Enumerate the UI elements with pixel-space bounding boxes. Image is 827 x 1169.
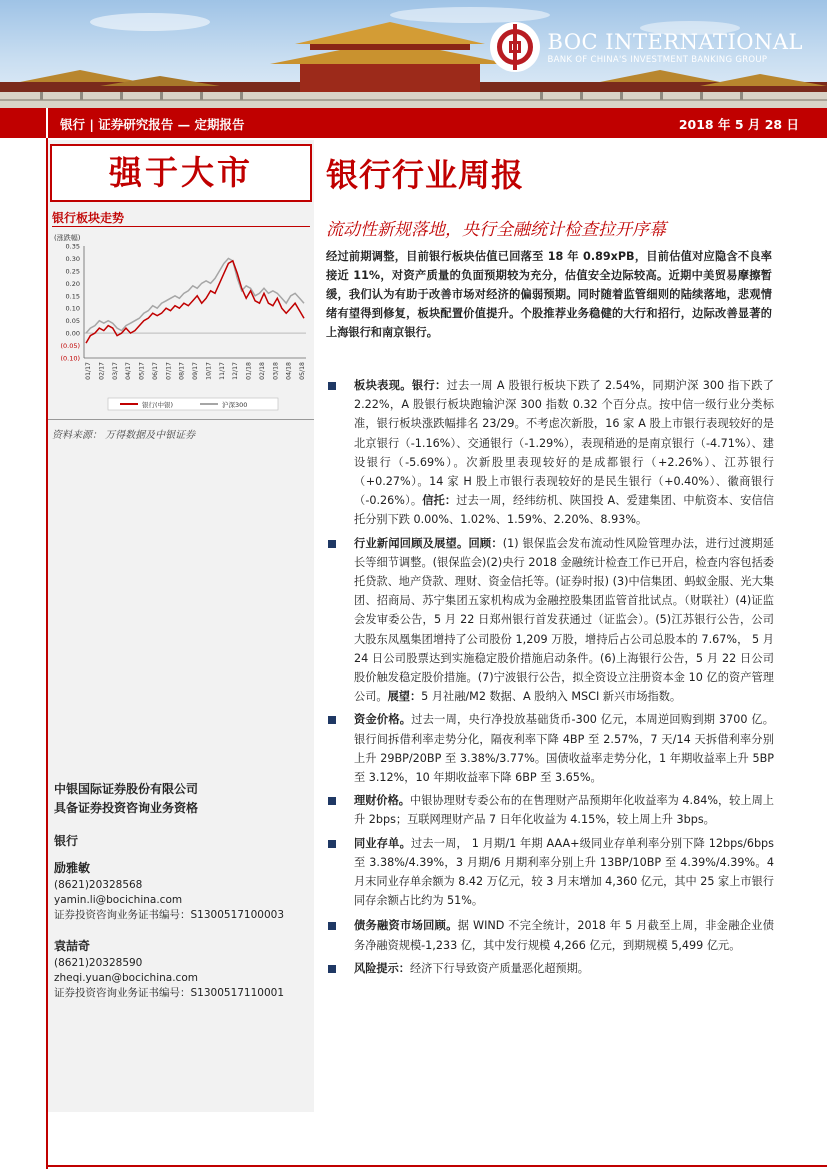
- analyst-1: [54, 858, 284, 923]
- x-tick-label: 04/17: [125, 362, 133, 380]
- square-bullet-icon: [328, 540, 336, 548]
- square-bullet-icon: [328, 382, 336, 390]
- x-tick-label: 02/17: [98, 362, 106, 380]
- x-tick-label: 08/17: [178, 362, 186, 380]
- square-bullet-icon: [328, 840, 336, 848]
- x-tick-label: 01/17: [85, 362, 92, 380]
- bullet-sector-performance: 板块表现。银行：过去一周 A 股银行板块下跌了 2.54%，同期沪深 300 指下跌了 2.22%，A 股银行板块跑输沪深 300 指数 0.32 个百分点。按中信一级行业分类标准，银行板块涨跌幅排名 23/29。不考虑次新股，16 家 A 股上市银行表现较好的是北京银行（-1.16%）、交通银行（-1.29%），表现稍逊的是南京银行（-4.71%）、建设银行（-5.69%）。次新股里表现较好的是成都银行（+2.26%）、江苏银行（+0.27%）。14 家 H 股上市银行表现较好的是民生银行（+0.40%）、徽商银行（-0.26%）。信托：过去一周，经纬纺机、陕国投 A、爱建集团、中航资本、安信信托分别下跌 0.00%、1.02%、1.59%、2.20%、8.93%。: [328, 376, 774, 530]
- chart-source: 资料来源： 万得数据及中银证券: [52, 430, 196, 441]
- x-tick-label: 09/17: [192, 362, 199, 380]
- report-title: 银行行业周报: [326, 156, 525, 194]
- analyst-email[interactable]: zheqi.yuan@bocichina.com: [54, 972, 198, 984]
- y-tick-label: 0.25: [65, 267, 80, 276]
- x-tick-label: 02/18: [258, 362, 266, 380]
- performance-chart: [48, 230, 314, 416]
- x-tick-label: 01/18: [245, 362, 253, 380]
- y-tick-label: 0.00: [65, 329, 80, 338]
- x-tick-label: 12/17: [232, 362, 240, 380]
- boc-logo-icon: [490, 22, 540, 72]
- square-bullet-icon: [328, 922, 336, 930]
- y-tick-label: 0.30: [65, 254, 80, 263]
- analyst-license: 证券投资咨询业务证书编号：S1300517100003: [54, 909, 285, 921]
- x-tick-label: 03/18: [272, 362, 280, 380]
- x-tick-label: 03/17: [111, 362, 119, 380]
- header-banner: [0, 0, 827, 108]
- y-tick-label: (0.10): [60, 354, 80, 363]
- x-tick-label: 10/17: [205, 362, 213, 380]
- sidebar: [48, 140, 314, 1112]
- bullet-debt-financing: 债务融资市场回顾。据 WIND 不完全统计，2018 年 5 月截至上周，非金融企业债务净融资规模-1,233 亿，其中发行规模 4,266 亿元，到期规模 5,499 亿元。: [328, 916, 774, 954]
- y-tick-label: 0.15: [65, 292, 80, 301]
- y-axis-label: (涨跌幅): [54, 234, 81, 242]
- boci-logo: [490, 22, 804, 72]
- performance-chart-svg: [48, 230, 314, 416]
- analyst-2: [54, 936, 284, 1001]
- company-info: [54, 780, 198, 818]
- analyst-phone: (8621)20328568: [54, 879, 143, 891]
- x-tick-label: 04/18: [285, 362, 293, 380]
- report-category: 银行 | 证券研究报告 — 定期报告: [60, 117, 245, 132]
- y-tick-label: (0.05): [60, 342, 80, 351]
- x-tick-label: 11/17: [218, 362, 226, 380]
- x-tick-label: 05/18: [299, 362, 306, 380]
- report-summary: 经过前期调整，目前银行板块估值已回落至 18 年 0.89xPB，目前估值对应隐含不良率接近 11%，对资产质量的负面预期较为充分，估值安全边际较高。近期中美贸易摩擦暂缓，我们认为有助于改善市场对经济的偏弱预期。同时随着监管细则的陆续落地，悲观情绪有望得到修复，板块配置价值提升。个股推荐业务稳健的大行和招行，边际改善显著的上海银行和南京银行。: [326, 250, 772, 339]
- legend-label: 银行(中银): [142, 401, 174, 409]
- x-tick-label: 06/17: [151, 362, 159, 380]
- bullet-risk: 风险提示：经济下行导致资产质量恶化超预期。: [328, 959, 774, 978]
- series-line-bank: [86, 261, 304, 343]
- report-subtitle: 流动性新规落地，央行全融统计检查拉开序幕: [326, 220, 666, 240]
- series-line-csi300: [86, 258, 304, 333]
- square-bullet-icon: [328, 797, 336, 805]
- rating-box: 强于大市: [50, 144, 312, 202]
- analyst-name: 励雅敏: [54, 861, 91, 875]
- bullet-wealth-management: 理财价格。中银协理财专委公布的在售理财产品预期年化收益率为 4.84%，较上周上升 2bps；互联网理财产品 7 日年化收益为 4.15%，较上周上升 3bps。: [328, 791, 774, 829]
- bullet-ncd: 同业存单。过去一周， 1 月期/1 年期 AAA+级同业存单利率分别下降 12bps/6bps 至 3.38%/4.39%，3 月期/6 月期利率分别上升 13BP/10BP 至 4.39%/4.39%。4 月末同业存单余额为 8.42 万亿元，较 3 月末增加 4,360 亿元，其中 25 家上市银行同存余额占比约为 51%。: [328, 834, 774, 911]
- key-points: [328, 376, 774, 982]
- y-tick-label: 0.35: [65, 242, 80, 251]
- x-tick-label: 05/17: [138, 362, 146, 380]
- report-date: 2018 年 5 月 28 日: [678, 117, 799, 132]
- bullet-industry-news: 行业新闻回顾及展望。回顾：(1) 银保监会发布流动性风险管理办法，进行过渡期延长等细节调整。(银保监会)(2)央行 2018 金融统计检查工作已开启，检查内容包括委托贷款、地产贷款、理财、资金信托等。(证券时报) (3)中信集团、蚂蚁金服、光大集团、招商局、苏宁集团五家机构成为金融控股集团监管首批试点。（财联社）(4)证监会发审委公告，5 月 22 日郑州银行首发获通过（证监会）。(5)江苏银行公告，公司大股东凤凰集团增持了公司股份 1,209 万股，增持后占公司总股本的 7.67%， 5 月 24 日公司股票达到实施稳定股价措施启动条件。(6)上海银行公告，5 月 22 日公司股价触发稳定股价措施。(7)宁波银行公告，拟全资设立注册资本金 10 亿的资产管理公司。展望：5 月社融/M2 数据、A 股纳入 MSCI 新兴市场指数。: [328, 534, 774, 707]
- chart-section-label: 银行板块走势: [52, 211, 125, 225]
- logo-name: BOC INTERNATIONAL: [547, 29, 803, 54]
- analyst-email[interactable]: yamin.li@bocichina.com: [54, 894, 183, 906]
- company-name: 中银国际证券股份有限公司: [54, 782, 199, 796]
- square-bullet-icon: [328, 965, 336, 973]
- sector-label: 银行: [54, 834, 79, 848]
- legend-label: 沪深300: [222, 401, 248, 409]
- report-category-bar: [0, 108, 827, 138]
- bullet-funding-price: 资金价格。过去一周，央行净投放基础货币-300 亿元，本周逆回购到期 3700 亿。银行间拆借利率走势分化，隔夜利率下降 4BP 至 2.57%，7 天/14 天拆借利率分别上升 29BP/20BP 至 3.38%/3.77%。国债收益率走势分化，1 年期收益率上升 5BP 至 3.12%，10 年期收益率下降 6BP 至 3.65%。: [328, 710, 774, 787]
- y-tick-label: 0.10: [65, 304, 80, 313]
- logo-tagline: BANK OF CHINA'S INVESTMENT BANKING GROUP: [547, 54, 768, 65]
- company-license: 具备证券投资咨询业务资格: [54, 801, 199, 815]
- x-tick-label: 07/17: [165, 362, 173, 380]
- y-tick-label: 0.05: [65, 317, 80, 326]
- analyst-phone: (8621)20328590: [54, 957, 143, 969]
- bottom-border-line: [46, 1165, 827, 1167]
- square-bullet-icon: [328, 716, 336, 724]
- analyst-license: 证券投资咨询业务证书编号：S1300517110001: [54, 987, 285, 999]
- y-tick-label: 0.20: [65, 279, 80, 288]
- analyst-name: 袁喆奇: [54, 939, 91, 953]
